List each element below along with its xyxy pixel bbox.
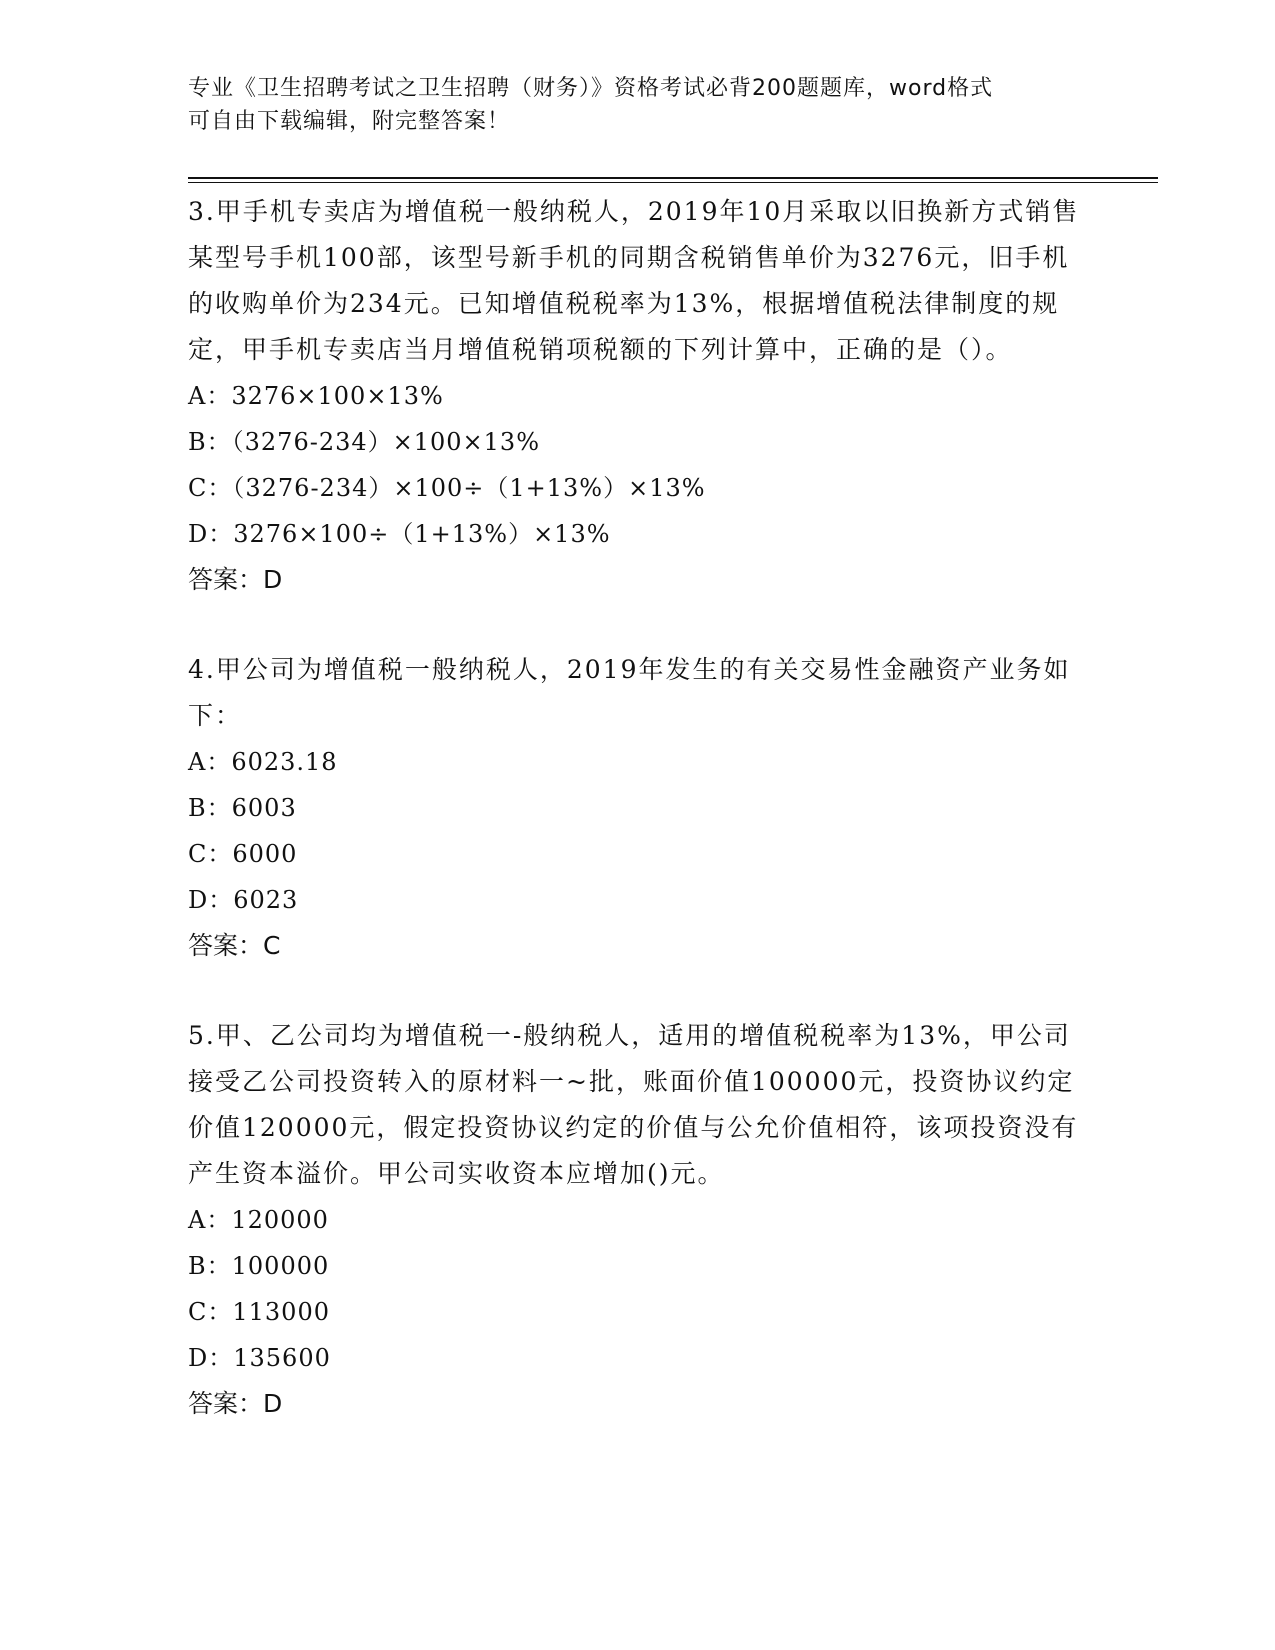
header-line-1: 专业《卫生招聘考试之卫生招聘（财务）》资格考试必背200题题库，word格式 — [188, 76, 994, 101]
option-c: C：6000 — [188, 840, 298, 868]
option-c: C：（3276-234）×100÷（1+13%）×13% — [188, 474, 706, 502]
answer-line: 答案：D — [188, 1389, 283, 1418]
option-b: B：（3276-234）×100×13% — [188, 428, 541, 456]
question-5 — [188, 1013, 1088, 1427]
option-a: A：120000 — [188, 1206, 329, 1234]
option-b: B：6003 — [188, 794, 297, 822]
option-a: A：6023.18 — [188, 748, 338, 776]
question-list — [188, 189, 1088, 1427]
question-stem: 4.甲公司为增值税一般纳税人，2019年发生的有关交易性金融资产业务如下： — [188, 655, 1071, 730]
question-spacer — [188, 969, 1088, 1013]
question-spacer — [188, 603, 1088, 647]
option-d: D：6023 — [188, 886, 299, 914]
option-d: D：135600 — [188, 1344, 331, 1372]
header-rule-thick — [188, 177, 1158, 179]
header-line-2: 可自由下载编辑，附完整答案！ — [188, 109, 511, 134]
document-header — [188, 72, 1088, 138]
question-3 — [188, 189, 1088, 603]
option-a: A：3276×100×13% — [188, 382, 444, 410]
answer-line: 答案：C — [188, 931, 281, 960]
question-4 — [188, 647, 1088, 969]
option-c: C：113000 — [188, 1298, 330, 1326]
question-stem: 3.甲手机专卖店为增值税一般纳税人，2019年10月采取以旧换新方式销售某型号手机100部，该型号新手机的同期含税销售单价为3276元，旧手机的收购单价为234元。已知增值税税率为13%，根据增值税法律制度的规定，甲手机专卖店当月增值税销项税额的下列计算中，正确的是（）。 — [188, 197, 1080, 364]
question-stem: 5.甲、乙公司均为增值税一-般纳税人，适用的增值税税率为13%，甲公司接受乙公司投资转入的原材料一~批，账面价值100000元，投资协议约定价值120000元，假定投资协议约定的价值与公允价值相符，该项投资没有产生资本溢价。甲公司实收资本应增加()元。 — [188, 1021, 1079, 1188]
option-b: B：100000 — [188, 1252, 330, 1280]
header-rule-thin — [188, 182, 1158, 183]
option-d: D：3276×100÷（1+13%）×13% — [188, 520, 611, 548]
answer-line: 答案：D — [188, 565, 283, 594]
